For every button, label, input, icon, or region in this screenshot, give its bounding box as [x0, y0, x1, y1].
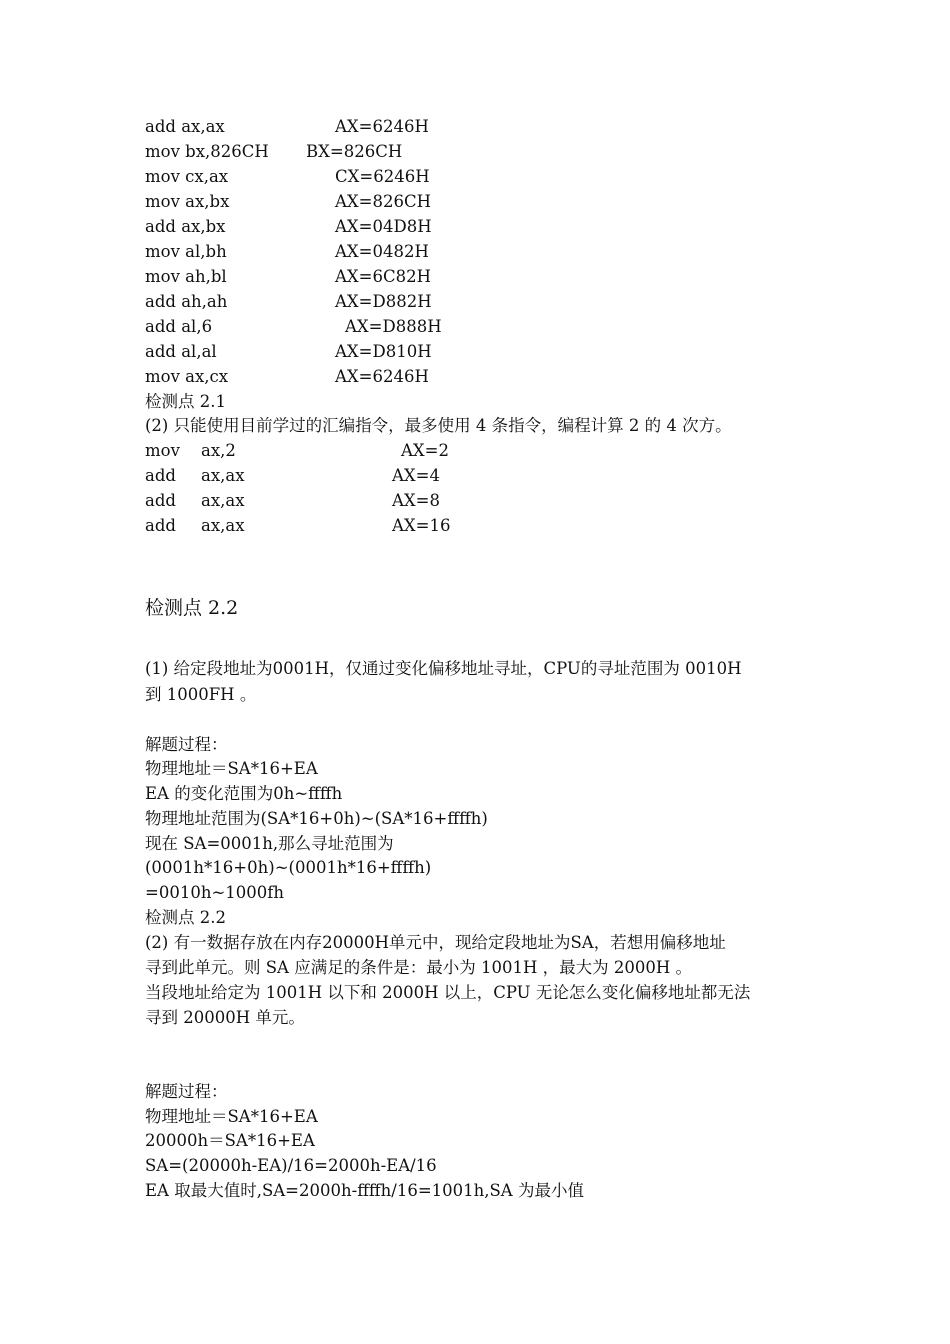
- code-result: AX=D810H: [335, 342, 432, 361]
- question-text: 到 1000FH 。: [145, 685, 257, 704]
- question-text: (2) 有一数据存放在内存20000H单元中，现给定段地址为SA，若想用偏移地址: [145, 933, 726, 952]
- code-result: AX=6246H: [335, 117, 429, 136]
- question-text: (2) 只能使用目前学过的汇编指令，最多使用 4 条指令，编程计算 2 的 4 次方。: [145, 416, 732, 435]
- code-args: ax,ax: [201, 466, 245, 485]
- code-line: mov al,bh: [145, 242, 227, 261]
- solution-line: 物理地址＝SA*16+EA: [145, 759, 318, 778]
- solution-line: 20000h＝SA*16+EA: [145, 1131, 315, 1150]
- code-result: AX=04D8H: [335, 217, 432, 236]
- code-op: add: [145, 516, 176, 535]
- code-result: AX=8: [392, 491, 440, 510]
- code-line: add ah,ah: [145, 292, 228, 311]
- code-args: ax,ax: [201, 491, 245, 510]
- solution-line: 现在 SA=0001h,那么寻址范围为: [145, 834, 394, 853]
- section-label: 检测点 2.1: [145, 392, 226, 411]
- solution-line: EA 的变化范围为0h~ffffh: [145, 784, 343, 803]
- code-result: AX=4: [392, 466, 440, 485]
- question-text: 当段地址给定为 1001H 以下和 2000H 以上，CPU 无论怎么变化偏移地址都无法: [145, 983, 751, 1002]
- code-result: AX=16: [392, 516, 451, 535]
- solution-line: 物理地址范围为(SA*16+0h)~(SA*16+ffffh): [145, 809, 488, 828]
- code-result: AX=D882H: [335, 292, 432, 311]
- code-result: AX=6C82H: [335, 267, 431, 286]
- solution-line: =0010h~1000fh: [145, 883, 284, 902]
- code-result: AX=D888H: [345, 317, 442, 336]
- solution-line: SA=(20000h-EA)/16=2000h-EA/16: [145, 1156, 437, 1175]
- code-result: AX=0482H: [335, 242, 429, 261]
- code-result: AX=2: [401, 441, 449, 460]
- section-heading: 检测点 2.2: [145, 597, 239, 619]
- solution-line: (0001h*16+0h)~(0001h*16+ffffh): [145, 858, 432, 877]
- code-result: CX=6246H: [335, 167, 430, 186]
- code-line: add ax,ax: [145, 117, 225, 136]
- question-text: 寻到此单元。则 SA 应满足的条件是：最小为 1001H ，最大为 2000H 。: [145, 958, 692, 977]
- code-op: add: [145, 466, 176, 485]
- code-line: mov ah,bl: [145, 267, 227, 286]
- code-line: mov bx,826CH: [145, 142, 269, 161]
- code-line: add al,al: [145, 342, 217, 361]
- solution-line: EA 取最大值时,SA=2000h-ffffh/16=1001h,SA 为最小值: [145, 1181, 584, 1200]
- section-label: 检测点 2.2: [145, 908, 226, 927]
- code-result: BX=826CH: [306, 142, 403, 161]
- code-args: ax,2: [201, 441, 236, 460]
- question-text: 寻到 20000H 单元。: [145, 1008, 305, 1027]
- code-line: add ax,bx: [145, 217, 226, 236]
- code-line: add al,6: [145, 317, 213, 336]
- solution-line: 解题过程：: [145, 735, 228, 754]
- code-op: add: [145, 491, 176, 510]
- solution-line: 物理地址＝SA*16+EA: [145, 1107, 318, 1126]
- code-args: ax,ax: [201, 516, 245, 535]
- code-result: AX=6246H: [335, 367, 429, 386]
- code-result: AX=826CH: [335, 192, 431, 211]
- solution-line: 解题过程：: [145, 1082, 228, 1101]
- code-line: mov ax,cx: [145, 367, 229, 386]
- code-op: mov: [145, 441, 180, 460]
- question-text: (1) 给定段地址为0001H，仅通过变化偏移地址寻址，CPU的寻址范围为 0010H: [145, 659, 742, 678]
- code-line: mov cx,ax: [145, 167, 229, 186]
- code-line: mov ax,bx: [145, 192, 230, 211]
